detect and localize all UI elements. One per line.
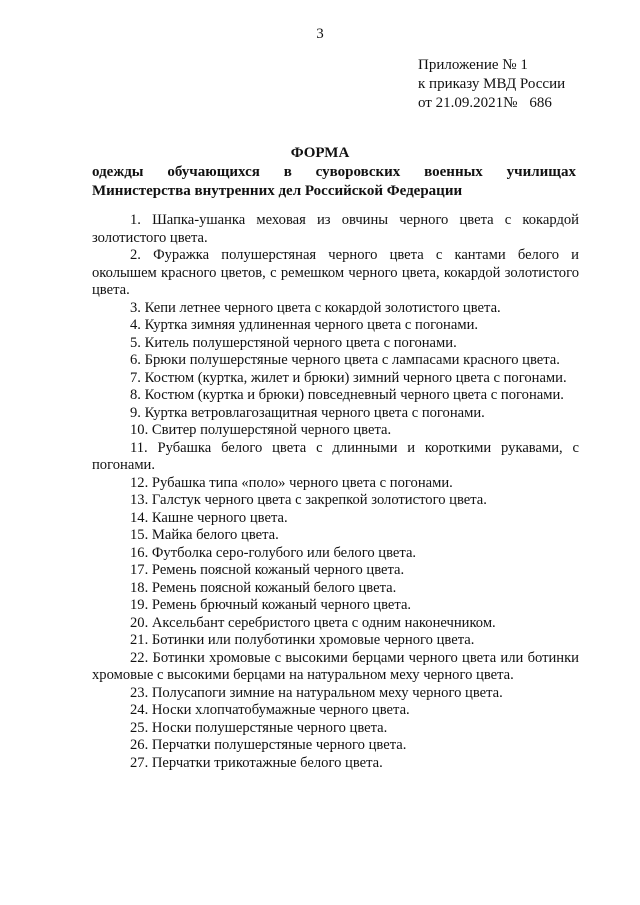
list-item: 17. Ремень поясной кожаный черного цвета. bbox=[130, 562, 405, 578]
appendix-line-2: к приказу МВД России bbox=[418, 76, 566, 92]
list-item: 16. Футболка серо-голубого или белого цвета. bbox=[130, 544, 417, 561]
subtitle-line-1 bbox=[92, 163, 576, 182]
list-item: 26. Перчатки полушерстяные черного цвета. bbox=[130, 737, 407, 753]
list-item: 9. Куртка ветровлагозащитная черного цвета с погонами. bbox=[130, 404, 485, 421]
subtitle-word: училищах bbox=[506, 164, 576, 180]
list-item: 19. Ремень брючный кожаный черного цвета. bbox=[130, 597, 412, 613]
subtitle-word: в bbox=[283, 164, 292, 180]
subtitle-word: одежды bbox=[92, 164, 144, 180]
subtitle-line-2: Министерства внутренних дел Российской Федерации bbox=[92, 183, 463, 199]
uniform-items-list bbox=[92, 212, 579, 772]
list-item: 5. Китель полушерстяной черного цвета с погонами. bbox=[130, 334, 457, 351]
list-item: 15. Майка белого цвета. bbox=[130, 527, 279, 543]
list-item: 21. Ботинки или полуботинки хромовые черного цвета. bbox=[130, 632, 475, 648]
list-item: 6. Брюки полушерстяные черного цвета с лампасами красного цвета. bbox=[130, 352, 560, 368]
document-title: ФОРМА bbox=[290, 145, 350, 161]
list-item: 3. Кепи летнее черного цвета с кокардой золотистого цвета. bbox=[130, 299, 501, 316]
list-item: 4. Куртка зимняя удлиненная черного цвета с погонами. bbox=[130, 317, 479, 333]
list-item: 20. Аксельбант серебристого цвета с одним наконечником. bbox=[130, 614, 496, 631]
appendix-date: от 21.09.2021№ bbox=[418, 95, 518, 111]
subtitle-word: суворовских bbox=[315, 164, 401, 180]
appendix-line-1: Приложение № 1 bbox=[418, 57, 528, 73]
list-item: 25. Носки полушерстяные черного цвета. bbox=[130, 719, 388, 736]
subtitle-word: обучающихся bbox=[167, 164, 260, 180]
list-item: 11. Рубашка белого цвета с длинными и короткими рукавами, с погонами. bbox=[92, 439, 579, 473]
list-item: 13. Галстук черного цвета с закрепкой золотистого цвета. bbox=[130, 492, 487, 508]
list-item: 1. Шапка-ушанка меховая из овчины черного цвета с кокардой золотистого цвета. bbox=[92, 212, 579, 246]
appendix-block bbox=[418, 56, 565, 113]
list-item: 12. Рубашка типа «поло» черного цвета с погонами. bbox=[130, 474, 453, 491]
list-item: 8. Костюм (куртка и брюки) повседневный черного цвета с погонами. bbox=[130, 387, 564, 403]
document-subtitle bbox=[92, 163, 576, 201]
page-number: 3 bbox=[316, 26, 324, 42]
list-item: 22. Ботинки хромовые с высокими берцами черного цвета или ботинки хромовые с высокими берцами на натуральном меху черного цвета. bbox=[92, 649, 579, 683]
list-item: 24. Носки хлопчатобумажные черного цвета. bbox=[130, 702, 410, 718]
list-item: 18. Ремень поясной кожаный белого цвета. bbox=[130, 579, 397, 596]
list-item: 27. Перчатки трикотажные белого цвета. bbox=[130, 754, 383, 771]
appendix-line-3 bbox=[418, 94, 565, 113]
list-item: 7. Костюм (куртка, жилет и брюки) зимний черного цвета с погонами. bbox=[130, 369, 567, 386]
list-item: 10. Свитер полушерстяной черного цвета. bbox=[130, 422, 392, 438]
list-item: 14. Кашне черного цвета. bbox=[130, 509, 288, 526]
subtitle-word: военных bbox=[424, 164, 483, 180]
list-item: 2. Фуражка полушерстяная черного цвета с кантами белого и околышем красного цветов, с ремешком черного цвета, кокардой золотистого цвета. bbox=[92, 247, 579, 298]
list-item: 23. Полусапоги зимние на натуральном меху черного цвета. bbox=[130, 684, 503, 701]
appendix-order-number: 686 bbox=[529, 95, 552, 111]
